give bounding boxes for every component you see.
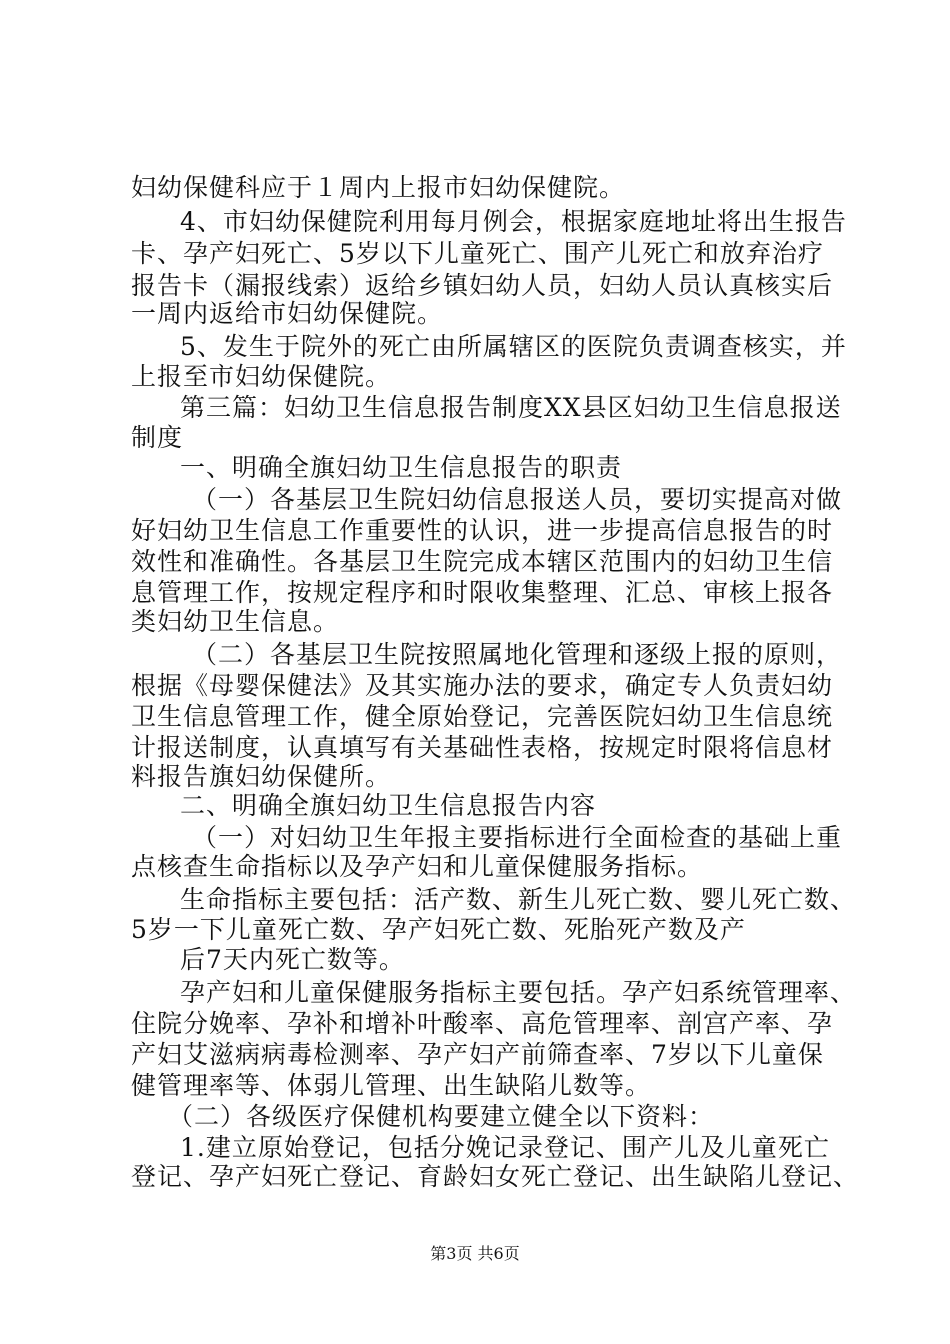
text-line: （二）各级医疗保健机构要建立健全以下资料： xyxy=(168,1102,715,1131)
text-line: 孕产妇和儿童保健服务指标主要包括。孕产妇系统管理率、 xyxy=(180,978,857,1007)
text-line: 计报送制度，认真填写有关基础性表格，按规定时限将信息材 xyxy=(131,733,834,762)
text-line: 健管理率等、体弱儿管理、出生缺陷儿数等。 xyxy=(131,1071,652,1100)
text-line: （一）对妇幼卫生年报主要指标进行全面检查的基础上重 xyxy=(192,823,843,852)
text-line: 点核查生命指标以及孕产妇和儿童保健服务指标。 xyxy=(131,852,704,881)
section-heading: 第三篇：妇幼卫生信息报告制度XX县区妇幼卫生信息报送 xyxy=(180,393,842,422)
text-line: 类妇幼卫生信息。 xyxy=(131,607,340,636)
page-number-footer: 第3页 共6页 xyxy=(430,1244,520,1263)
text-line: 效性和准确性。各基层卫生院完成本辖区范围内的妇幼卫生信 xyxy=(131,547,834,576)
text-line: 登记、孕产妇死亡登记、育龄妇女死亡登记、出生缺陷儿登记、 xyxy=(131,1162,860,1191)
text-line: 一周内返给市妇幼保健院。 xyxy=(131,299,444,328)
text-line: 根据《母婴保健法》及其实施办法的要求，确定专人负责妇幼 xyxy=(131,671,834,700)
text-line: 5、发生于院外的死亡由所属辖区的医院负责调查核实，并 xyxy=(180,332,847,361)
section-heading-continued: 制度 xyxy=(131,423,184,452)
text-line: （二）各基层卫生院按照属地化管理和逐级上报的原则， xyxy=(192,640,843,669)
text-line: 卡、孕产妇死亡、5岁以下儿童死亡、围产儿死亡和放弃治疗 xyxy=(131,239,824,268)
text-line: （一）各基层卫生院妇幼信息报送人员，要切实提高对做 xyxy=(192,485,843,514)
text-line: 妇幼保健科应于１周内上报市妇幼保健院。 xyxy=(131,173,626,202)
text-line: 住院分娩率、孕补和增补叶酸率、高危管理率、剖宫产率、孕 xyxy=(131,1009,834,1038)
text-line: 4、市妇幼保健院利用每月例会，根据家庭地址将出生报告 xyxy=(180,207,847,236)
text-line: 息管理工作，按规定程序和时限收集整理、汇总、审核上报各 xyxy=(131,578,834,607)
text-line: 后7天内死亡数等。 xyxy=(180,945,405,974)
text-line: 1.建立原始登记，包括分娩记录登记、围产儿及儿童死亡 xyxy=(180,1133,830,1162)
text-line: 报告卡（漏报线索）返给乡镇妇幼人员，妇幼人员认真核实后 xyxy=(131,271,834,300)
text-line: 料报告旗妇幼保健所。 xyxy=(131,762,392,791)
text-line: 好妇幼卫生信息工作重要性的认识，进一步提高信息报告的时 xyxy=(131,516,834,545)
text-line: 上报至市妇幼保健院。 xyxy=(131,362,392,391)
text-line: 产妇艾滋病病毒检测率、孕产妇产前筛查率、7岁以下儿童保 xyxy=(131,1040,824,1069)
heading-1: 一、明确全旗妇幼卫生信息报告的职责 xyxy=(180,453,623,482)
heading-2: 二、明确全旗妇幼卫生信息报告内容 xyxy=(180,791,597,820)
text-line: 生命指标主要包括：活产数、新生儿死亡数、婴儿死亡数、 xyxy=(180,885,857,914)
text-line: 5岁一下儿童死亡数、孕产妇死亡数、死胎死产数及产 xyxy=(131,915,746,944)
text-line: 卫生信息管理工作，健全原始登记，完善医院妇幼卫生信息统 xyxy=(131,702,834,731)
